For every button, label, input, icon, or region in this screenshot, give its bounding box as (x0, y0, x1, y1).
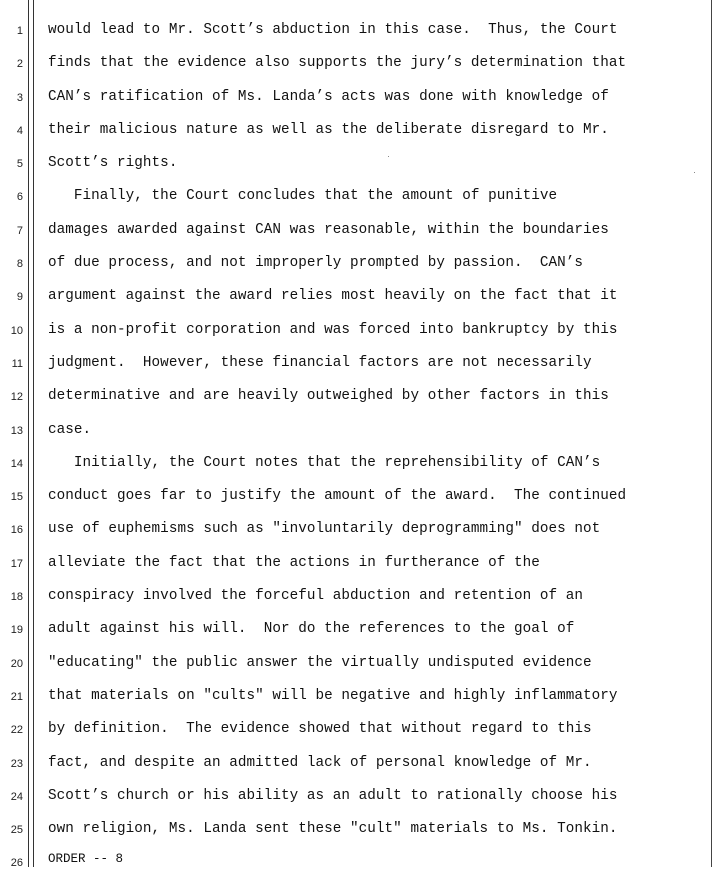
line-number: 20 (10, 657, 23, 670)
line-text: finds that the evidence also supports the jury’s determination that (48, 55, 627, 72)
pleading-line (0, 185, 716, 218)
pleading-line (0, 685, 716, 718)
line-number: 10 (10, 324, 23, 337)
line-text: judgment. However, these financial factors are not necessarily (48, 354, 592, 371)
page-footer: ORDER -- 8 (48, 852, 124, 867)
line-text: would lead to Mr. Scott’s abduction in this case. Thus, the Court (48, 22, 618, 38)
pleading-line (0, 252, 716, 285)
line-text: determinative and are heavily outweighed by other factors in this (48, 388, 609, 405)
pleading-line (0, 785, 716, 818)
line-number: 3 (16, 91, 23, 104)
line-text: conspiracy involved the forceful abduction and retention of an (48, 588, 584, 605)
line-number: 13 (10, 424, 23, 437)
pleading-line (0, 52, 716, 85)
line-text: of due process, and not improperly prompted by passion. CAN’s (48, 255, 584, 272)
pleading-line (0, 19, 716, 52)
pleading-line (0, 485, 716, 518)
line-text: fact, and despite an admitted lack of personal knowledge of Mr. (48, 754, 592, 771)
line-number: 18 (10, 591, 23, 604)
line-number: 11 (11, 357, 23, 370)
line-number: 8 (16, 258, 23, 271)
line-number: 5 (16, 158, 23, 171)
line-text: Finally, the Court concludes that the amount of punitive (48, 188, 558, 205)
line-number: 24 (10, 790, 23, 803)
pleading-line (0, 518, 716, 551)
footer-line (0, 851, 716, 884)
line-number: 16 (10, 524, 23, 537)
line-number: 4 (16, 124, 23, 137)
line-number: 19 (10, 624, 23, 637)
line-text: CAN’s ratification of Ms. Landa’s acts was done with knowledge of (48, 88, 609, 105)
pleading-line (0, 119, 716, 152)
pleading-line (0, 618, 716, 651)
line-text: conduct goes far to justify the amount of the award. The continued (48, 488, 627, 505)
pleading-lines (0, 19, 716, 885)
line-text: argument against the award relies most heavily on the fact that it (48, 288, 618, 305)
pleading-line (0, 352, 716, 385)
line-text: damages awarded against CAN was reasonable, within the boundaries (48, 221, 609, 238)
pleading-line (0, 552, 716, 585)
line-number: 23 (10, 757, 23, 770)
line-text: their malicious nature as well as the deliberate disregard to Mr. (48, 121, 609, 138)
line-text: "educating" the public answer the virtually undisputed evidence (48, 654, 592, 671)
pleading-line (0, 419, 716, 452)
line-number: 2 (16, 58, 23, 71)
pleading-line (0, 86, 716, 119)
pleading-line (0, 152, 716, 185)
pleading-line (0, 452, 716, 485)
line-number: 22 (10, 724, 23, 737)
line-text: Scott’s rights. (48, 155, 178, 172)
pleading-line (0, 752, 716, 785)
line-number: 14 (10, 457, 23, 470)
line-text: case. (48, 421, 92, 438)
line-number: 21 (10, 690, 23, 703)
line-number: 7 (16, 224, 23, 237)
line-text: alleviate the fact that the actions in furtherance of the (48, 554, 540, 571)
line-text: use of euphemisms such as "involuntarily deprogramming" does not (48, 521, 601, 538)
pleading-line (0, 319, 716, 352)
line-number: 6 (16, 191, 23, 204)
line-text: Initially, the Court notes that the reprehensibility of CAN’s (48, 454, 601, 471)
line-number: 12 (10, 391, 23, 404)
pleading-line (0, 818, 716, 851)
pleading-line (0, 385, 716, 418)
pleading-line (0, 718, 716, 751)
line-text: Scott’s church or his ability as an adult to rationally choose his (48, 787, 618, 804)
pleading-line (0, 219, 716, 252)
pleading-line (0, 585, 716, 618)
line-number: 17 (10, 557, 23, 570)
pleading-line (0, 285, 716, 318)
line-number: 9 (16, 291, 23, 304)
line-number: 25 (10, 824, 23, 837)
line-text: that materials on "cults" will be negative and highly inflammatory (48, 687, 618, 704)
line-number: 26 (10, 857, 23, 870)
line-number: 15 (10, 491, 23, 504)
line-number: 1 (16, 25, 23, 37)
line-text: by definition. The evidence showed that without regard to this (48, 721, 592, 738)
line-text: is a non-profit corporation and was forced into bankruptcy by this (48, 321, 618, 338)
pleading-line (0, 652, 716, 685)
line-text: adult against his will. Nor do the references to the goal of (48, 621, 575, 638)
line-text: own religion, Ms. Landa sent these "cult" materials to Ms. Tonkin. (48, 821, 618, 838)
